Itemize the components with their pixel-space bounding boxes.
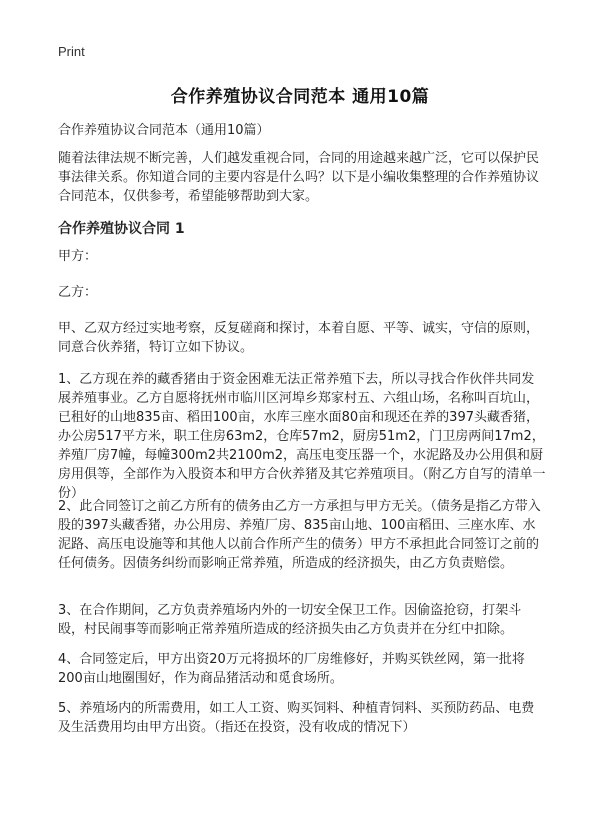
intro-paragraph: 随着法律法规不断完善，人们越发重视合同，合同的用途越来越广泛，它可以保护民事法律关系。你知道合同的主要内容是什么吗？以下是小编收集整理的合作养殖协议合同范本，仅供参考，希望能够帮助到大家。 [58, 151, 540, 204]
party-b-line: 乙方： [58, 285, 98, 300]
clause-2: 2、此合同签订之前乙方所有的债务由乙方一方承担与甲方无关。（债务是指乙方带入股的397头藏香猪，办公用房、养殖厂房、835亩山地、100亩稻田、三座水库、水泥路、高压电设施等和其他人以前合作所产生的债务）甲方不承担此合同签订之前的任何债务。因债务纠纷而影响正常养殖，所造成的经济损失，由乙方负责赔偿。 [58, 499, 541, 571]
clause-1: 1、乙方现在养的藏香猪由于资金困难无法正常养殖下去，所以寻找合作伙伴共同发展养殖事业。乙方自愿将抚州市临川区河埠乡郑家村五、六组山场，名称叫百坑山，已租好的山地835亩、稻田100亩，水库三座水面80亩和现还在养的397头藏香猪，办公房517平方米，职工住房63m2，仓库57m2，厨房51m2，门卫房两间17m2，养殖厂房7幢，每幢300m2共2100m2，高压电变压器一个，水泥路及办公用俱和厨房用俱等，全部作为入股资本和甲方合伙养猪及其它养殖项目。（附乙方自写的清单一份） [58, 372, 546, 501]
clause-5: 5、养殖场内的所需费用，如工人工资、购买饲料、种植青饲料、买预防药品、电费及生活费用均由甲方出资。（指还在投资，没有收成的情况下） [58, 701, 535, 735]
document-subtitle: 合作养殖协议合同范本（通用10篇） [58, 123, 270, 138]
clause-3: 3、在合作期间，乙方负责养殖场内外的一切安全保卫工作。因偷盗抢窃，打架斗殴，村民闹事等而影响正常养殖所造成的经济损失由乙方负责并在分红中扣除。 [58, 603, 522, 637]
document-title: 合作养殖协议合同范本 通用10篇 [170, 87, 430, 107]
party-a-line: 甲方： [58, 249, 98, 264]
section-heading: 合作养殖协议合同 1 [58, 221, 185, 237]
preamble-paragraph: 甲、乙双方经过实地考察，反复磋商和探讨，本着自愿、平等、诚实，守信的原则，同意合伙养猪，特订立如下协议。 [58, 321, 540, 355]
clause-4: 4、合同签定后，甲方出资20万元将损坏的厂房维修好，并购买铁丝网，第一批将200亩山地圈围好，作为商品猪活动和觅食场所。 [58, 652, 525, 686]
print-label[interactable]: Print [58, 44, 85, 59]
